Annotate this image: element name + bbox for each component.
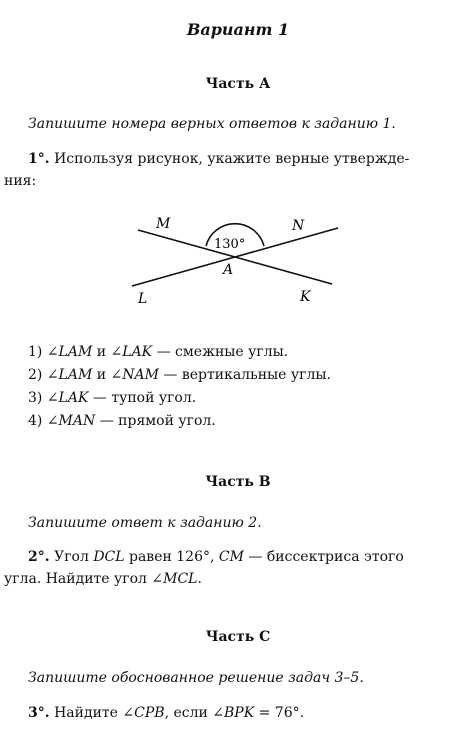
task-1-text-line2: ния: (4, 173, 37, 189)
part-a-heading: Часть А (205, 76, 271, 92)
part-c-instruction: Запишите обоснованное решение задач 3–5. (28, 670, 364, 686)
task-3-text-a: Найдите (54, 705, 123, 721)
option-2-number: 2) (28, 367, 43, 383)
task-2 (4, 546, 458, 590)
point-l-label: L (138, 291, 148, 307)
option-3-number: 3) (28, 390, 43, 406)
point-m-label: M (156, 216, 171, 232)
option-4-text: — прямой угол. (95, 413, 216, 429)
task-3-number: 3°. (28, 705, 50, 721)
option-4-number: 4) (28, 413, 43, 429)
task-3-text-b: , если (164, 705, 213, 721)
option-4 (28, 413, 216, 429)
option-2-angle-b: ∠NAM (110, 367, 159, 383)
task-3-angle-bpk: ∠BPK (212, 705, 255, 721)
part-c-heading: Часть С (205, 629, 271, 645)
option-2-angle-a: ∠LAM (46, 367, 93, 383)
option-2-conj: и (92, 367, 111, 383)
task-2-number: 2°. (28, 549, 50, 565)
task-2-segment-cm: CM (218, 549, 244, 565)
task-2-angle-mcl: ∠MCL (151, 571, 198, 587)
point-n-label: N (292, 218, 305, 234)
task-2-text-d: угла. Найдите угол (4, 571, 152, 587)
task-2-text-a: Угол (54, 549, 94, 565)
option-3-text: — тупой угол. (88, 390, 197, 406)
option-1-conj: и (92, 344, 111, 360)
task-2-text-c: — биссектриса этого (243, 549, 404, 565)
task-2-text-b: равен 126°, (124, 549, 219, 565)
task-2-text-e: . (197, 571, 202, 587)
intersecting-lines-figure (110, 208, 360, 312)
option-4-angle: ∠MAN (46, 413, 96, 429)
point-k-label: K (300, 289, 311, 305)
part-b-instruction: Запишите ответ к заданию 2. (28, 515, 262, 531)
part-a-instruction: Запишите номера верных ответов к заданию 1. (28, 116, 396, 132)
option-2 (28, 367, 331, 383)
option-1-number: 1) (28, 344, 43, 360)
task-1 (4, 148, 458, 192)
part-b-heading: Часть В (205, 474, 271, 490)
option-1 (28, 344, 288, 360)
option-2-text: — вертикальные углы. (158, 367, 331, 383)
task-3-angle-cpb: ∠CPB (122, 705, 165, 721)
task-1-text-line1: Используя рисунок, укажите верные утвержде- (54, 151, 410, 167)
option-1-angle-a: ∠LAM (46, 344, 93, 360)
option-3 (28, 390, 196, 406)
option-3-angle: ∠LAK (46, 390, 89, 406)
option-1-angle-b: ∠LAK (110, 344, 153, 360)
variant-title: Вариант 1 (186, 20, 290, 39)
task-1-number: 1°. (28, 151, 50, 167)
task-2-angle-dcl: DCL (93, 549, 125, 565)
task-3 (28, 702, 458, 724)
task-3-text-c: = 76°. (254, 705, 305, 721)
option-1-text: — смежные углы. (152, 344, 289, 360)
point-a-label: A (223, 262, 234, 278)
angle-label: 130° (214, 237, 246, 252)
